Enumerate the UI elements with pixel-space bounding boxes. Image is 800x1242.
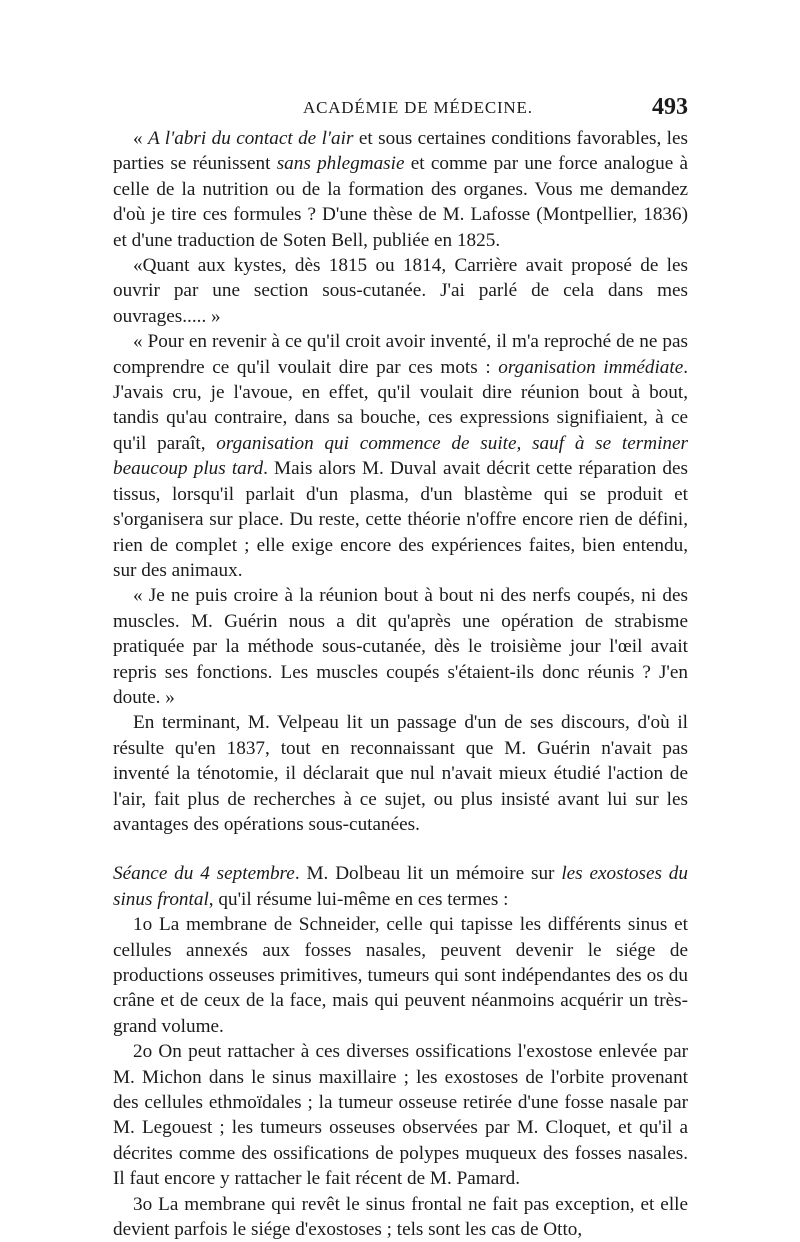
running-head <box>113 94 688 126</box>
italic-text: Séance du 4 septembre <box>113 863 295 885</box>
italic-text: les exostoses du sinus frontal <box>113 863 688 910</box>
italic-text: organisation immédiate <box>498 356 684 378</box>
text-run: « Pour en revenir à ce qu'il croit avoir inventé, il m'a reproché de ne pas comprendre ce qu'il voulait dire par ces mots : <box>113 331 688 378</box>
header-title: ACADÉMIE DE MÉDECINE. <box>303 98 533 117</box>
italic-text: organisation qui commence de suite, sauf à se terminer beaucoup plus tard <box>113 432 688 480</box>
text-run: . J'avais cru, je l'avoue, en effet, qu'il voulait dire réunion bout à bout, tandis qu'au contraire, dans sa bouche, ces expressions signifiaient, à ce qu'il paraît, <box>113 356 689 454</box>
paragraph <box>113 583 688 710</box>
text-run: 1o La membrane de Schneider, celle qui tapisse les différents sinus et cellules annexés aux fosses nasales, peuvent devenir le siége de productions osseuses primitives, tumeurs qui sont indépendantes des os du crâne et de ceux de la face, mais qui peuvent néanmoins acquérir un très-grand volume. <box>113 914 688 1037</box>
paragraph <box>113 126 688 253</box>
text-run: et sous certaines conditions favorables, les parties se réunissent <box>113 128 688 175</box>
text-run: . Mais alors M. Duval avait décrit cette réparation des tissus, lorsqu'il parlait d'un plasma, d'un blastème qui se produit et s'organisera sur place. Du reste, cette théorie n'offre encore rien de défini, rien de complet ; elle exige encore des expériences faites, bien entendu, sur des animaux. <box>113 458 688 581</box>
text-run: , qu'il résume lui-même en ces termes : <box>208 888 509 910</box>
body-text <box>113 126 688 1242</box>
text-run: . M. Dolbeau lit un mémoire sur <box>294 863 562 885</box>
paragraph <box>113 329 688 583</box>
text-run: En terminant, M. Velpeau lit un passage d'un de ses discours, d'où il résulte qu'en 1837, tout en reconnaissant que M. Guérin n'avait pas inventé la ténotomie, il déclarait que nul n'avait mieux étudié l'action de l'air, fait plus de recherches à ce sujet, ou plus insisté avant lui sur les avantages des opérations sous-cutanées. <box>113 712 688 835</box>
text-run: et comme par une force analogue à celle de la nutrition ou de la formation des organes. Vous me demandez d'où je tire ces formules ? D'une thèse de M. Lafosse (Montpellier, 1836) et d'une traduction de Soten Bell, publiée en 1825. <box>113 153 688 251</box>
text-run: 2o On peut rattacher à ces diverses ossifications l'exostose enlevée par M. Michon dans le sinus maxillaire ; les exostoses de l'orbite provenant des cellules ethmoïdales ; la tumeur osseuse retirée d'une fosse nasale par M. Legouest ; les tumeurs osseuses observées par M. Cloquet, et qu'il a décrites comme des ossifications de polypes muqueux des fosses nasales. Il faut encore y rattacher le fait récent de M. Pamard. <box>113 1041 688 1190</box>
italic-text: sans phlegmasie <box>276 153 405 175</box>
paragraph <box>113 710 688 837</box>
paragraph <box>113 253 688 329</box>
page-number: 493 <box>652 94 688 120</box>
paragraph <box>113 861 688 912</box>
text-run: « Je ne puis croire à la réunion bout à bout ni des nerfs coupés, ni des muscles. M. Guérin nous a dit qu'après une opération de strabisme pratiquée par la méthode sous-cutanée, dès le troisième jour l'œil avait repris ses fonctions. Les muscles coupés s'étaient-ils donc réunis ? J'en doute. » <box>113 585 688 708</box>
text-run: « <box>133 128 148 149</box>
italic-text: A l'abri du contact de l'air <box>148 128 354 149</box>
paragraph <box>113 1039 688 1191</box>
paragraph <box>113 1192 688 1242</box>
text-run: 3o La membrane qui revêt le sinus frontal ne fait pas exception, et elle devient parfois le siége d'exostoses ; tels sont les cas de Otto, <box>113 1193 688 1241</box>
text-run: «Quant aux kystes, dès 1815 ou 1814, Carrière avait proposé de les ouvrir par une section sous-cutanée. J'ai parlé de cela dans mes ouvrages..... » <box>113 255 688 327</box>
paragraph <box>113 912 688 1039</box>
